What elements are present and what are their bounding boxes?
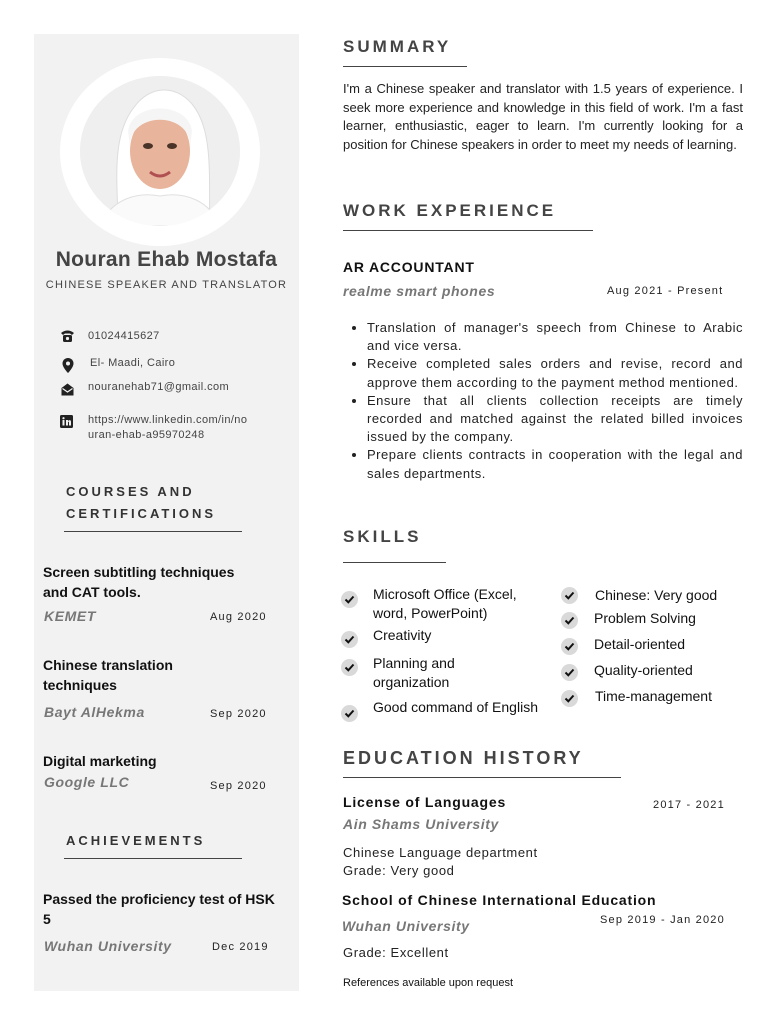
contact-email[interactable]: nouranehab71@gmail.com [88,381,230,393]
course-org: KEMET [44,608,96,624]
course-title: Digital marketing [43,753,157,769]
achievement-title: Passed the proficiency test of HSK 5 [43,891,275,927]
achievements-heading: ACHIEVEMENTS [66,833,206,848]
education-title: School of Chinese International Education [342,892,657,908]
course-org: Bayt AlHekma [44,704,145,720]
skill-item: Good command of English [373,699,538,715]
summary-divider [343,66,467,67]
education-school: Wuhan University [342,918,470,934]
location-pin-icon [62,358,76,372]
avatar [80,76,240,226]
check-icon [561,690,578,707]
linkedin-icon [60,415,74,429]
course-date: Aug 2020 [210,611,267,623]
profile-name: Nouran Ehab Mostafa [55,248,278,271]
course-date: Sep 2020 [210,708,267,720]
skill-item: Time-management [595,688,712,704]
education-divider [343,777,621,778]
achievements-divider [64,858,242,859]
list-item: • Receive completed sales orders and revise, record and approve them according to the payment method mentioned. [367,355,743,391]
check-icon [561,587,578,604]
list-item: • Prepare clients contracts in cooperation with the legal and sales departments. [367,446,743,482]
skill-item: Creativity [373,627,432,643]
skill-item: Microsoft Office (Excel, word, PowerPoint) [373,586,517,621]
check-icon [561,638,578,655]
course-title: Screen subtitling techniques and CAT tools. [43,564,235,600]
contact-linkedin-line1[interactable]: https://www.linkedin.com/in/no [88,414,248,426]
courses-divider [64,531,242,532]
phone-icon [60,329,74,343]
job-title: AR ACCOUNTANT [343,259,475,275]
work-divider [343,230,593,231]
check-icon [341,659,358,676]
skill-item: Detail-oriented [594,636,686,652]
skills-heading: SKILLS [343,527,422,546]
skill-item: Quality-oriented [594,662,693,678]
education-date: Sep 2019 - Jan 2020 [600,914,725,926]
profile-role: CHINESE SPEAKER AND TRANSLATOR [45,279,288,291]
course-title: Chinese translation techniques [43,657,173,693]
summary-text: I'm a Chinese speaker and translator with 1.5 years of experience. I seek more experience and knowledge in this field of work. I'm a fast learner, enthusiastic, eager to learn. I'm currently looking for a position for Chinese speakers in order to meet my needs of learning. [343,81,743,152]
job-date: Aug 2021 - Present [607,285,724,297]
contact-phone[interactable]: 01024415627 [88,330,160,342]
education-detail: Grade: Very good [343,863,455,878]
education-detail: Chinese Language department [343,845,538,860]
education-heading: EDUCATION HISTORY [343,748,584,768]
course-date: Sep 2020 [210,780,267,792]
summary-heading: SUMMARY [343,37,452,56]
education-school: Ain Shams University [343,816,499,832]
skill-item: Planning and organization [373,655,455,690]
courses-heading-line1: COURSES AND [66,484,195,499]
courses-heading-line2: CERTIFICATIONS [66,506,217,521]
education-title: License of Languages [343,794,507,810]
job-duties [347,319,743,483]
list-item: • Translation of manager's speech from Chinese to Arabic and vice versa. [367,319,743,355]
check-icon [561,612,578,629]
contact-linkedin-line2[interactable]: uran-ehab-a95970248 [88,429,205,441]
education-detail: Grade: Excellent [343,945,449,960]
contact-location: El- Maadi, Cairo [90,357,176,369]
list-item: • Ensure that all clients collection receipts are timely recorded and matched against the related billed invoices issued by the company. [367,392,743,447]
footer-note: References available upon request [343,977,514,989]
check-icon [561,664,578,681]
check-icon [341,705,358,722]
skill-item: Problem Solving [594,610,696,626]
course-org: Google LLC [44,774,130,790]
achievement-date: Dec 2019 [212,941,269,953]
skills-divider [343,562,446,563]
email-icon [61,383,75,397]
achievement-org: Wuhan University [44,938,172,954]
skill-item: Chinese: Very good [595,587,718,603]
education-date: 2017 - 2021 [653,799,725,811]
check-icon [341,591,358,608]
job-company: realme smart phones [343,283,496,299]
check-icon [341,631,358,648]
work-heading: WORK EXPERIENCE [343,201,557,220]
